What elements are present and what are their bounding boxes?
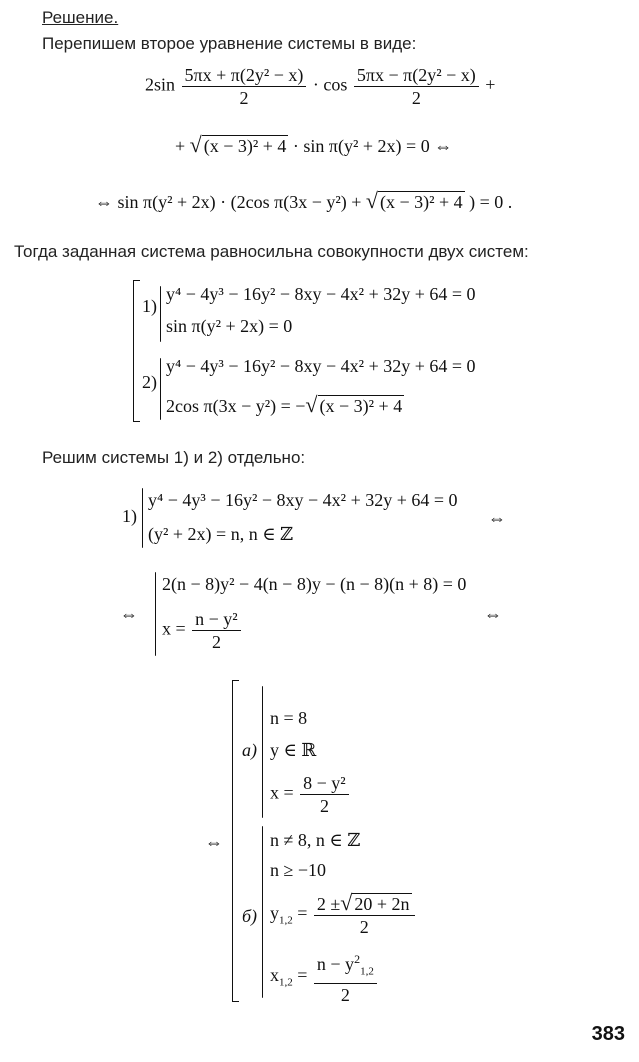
- eq1-fraction-1: [182, 64, 307, 109]
- sys3-bracket: [232, 680, 239, 1002]
- sys2-frac-denominator: 2: [211, 632, 221, 652]
- sys3-a-eq1: n = 8: [270, 708, 308, 728]
- eq1-frac1-denominator: 2: [239, 88, 249, 108]
- sys3-a-eq3: [270, 772, 351, 817]
- sqrt-icon: √: [365, 188, 378, 213]
- set-bracket: [133, 280, 140, 422]
- page-number: 383: [591, 1023, 625, 1045]
- sys3-b-eq3-eq: =: [292, 903, 308, 924]
- sentence-solve: Решим системы 1) и 2) отдельно:: [42, 448, 306, 467]
- sys2-eq2: [162, 608, 243, 653]
- sqrt-icon: √: [189, 132, 202, 157]
- equation-line-3: [95, 188, 512, 214]
- sys3-prefix: ⇔: [205, 832, 223, 852]
- sys3-b-eq4: [270, 948, 379, 1006]
- sys3-a-brace: [262, 686, 263, 818]
- set-s2-eq2: [166, 392, 404, 418]
- system-brace-2: [160, 358, 161, 420]
- equation-line-2: [175, 132, 452, 158]
- sys3-b-eq4-numerator: [314, 948, 377, 984]
- sys2-prefix: ⇔: [120, 604, 138, 624]
- eq1-line2-root: (x − 3)² + 4: [203, 136, 287, 156]
- set-s2-eq1: y⁴ − 4y³ − 16y² − 8xy − 4x² + 32y + 64 = 0: [166, 356, 476, 376]
- sys3-b-eq4-fraction: [314, 948, 377, 1006]
- eq1-line3-root: (x − 3)² + 4: [379, 192, 463, 212]
- sys3-a-frac-numerator: 8 − y²: [300, 772, 349, 795]
- eq1-fraction-2: [354, 64, 479, 109]
- set-s1-eq2: sin π(y² + 2x) = 0: [166, 316, 293, 336]
- sys1-brace: [142, 488, 143, 548]
- sys3-b-eq4-num-sup: 2: [354, 952, 361, 966]
- sqrt-icon: √: [305, 392, 318, 417]
- sys3-b-eq4-num-sub: 1,2: [360, 965, 374, 978]
- sys3-b-brace: [262, 826, 263, 998]
- sys3-b-eq3: [270, 892, 417, 938]
- eq1-frac2-denominator: 2: [411, 88, 421, 108]
- eq1-frac1-numerator: 5πx + π(2y² − x): [182, 64, 307, 87]
- set-s2-eq2-left: 2cos π(3x − y²) = −: [166, 396, 306, 416]
- eq1-line2-rest: · sin π(y² + 2x) = 0 ⇔: [292, 136, 453, 156]
- eq1-line2-prefix: +: [175, 136, 186, 156]
- set-label-1: 1): [142, 296, 157, 316]
- sys3-a-eq3-left: x =: [270, 782, 294, 803]
- sys3-a-fraction: [300, 772, 349, 817]
- section-heading: Решение.: [42, 8, 119, 27]
- sys2-eq2-left: x =: [162, 618, 186, 639]
- equation-line-1: [145, 64, 495, 109]
- eq1-line3-prefix: ⇔ sin π(y² + 2x) · (2cos π(3x − y²) +: [95, 192, 362, 212]
- sys3-b-eq1: n ≠ 8, n ∈ ℤ: [270, 830, 361, 850]
- sys3-b-eq3-num-a: 2 ±: [316, 894, 341, 914]
- sqrt-icon: √: [340, 890, 353, 915]
- sys3-a-eq2: y ∈ ℝ: [270, 740, 317, 760]
- sys1-label: 1): [122, 506, 137, 526]
- sys2-brace: [155, 572, 156, 656]
- system-brace-1: [160, 286, 161, 342]
- sys3-b-eq4-denominator: 2: [340, 984, 350, 1005]
- sys3-b-eq3-sub: 1,2: [279, 914, 293, 927]
- sys3-b-eq3-num-root: 20 + 2n: [354, 894, 410, 914]
- set-s2-eq2-root: (x − 3)² + 4: [319, 396, 403, 416]
- eq1-mid: · cos: [312, 74, 348, 95]
- intro-text: Перепишем второе уравнение системы в виде:: [42, 34, 417, 53]
- sys3-b-eq3-left: y: [270, 903, 279, 924]
- set-label-2: 2): [142, 372, 157, 392]
- sys1-eq1: y⁴ − 4y³ − 16y² − 8xy − 4x² + 32y + 64 = 0: [148, 490, 458, 510]
- sys3-a-frac-denominator: 2: [319, 796, 329, 816]
- set-s1-eq1: y⁴ − 4y³ − 16y² − 8xy − 4x² + 32y + 64 = 0: [166, 284, 476, 304]
- eq1-end: +: [485, 74, 496, 95]
- sys3-b-eq4-num-a: n − y: [316, 954, 355, 974]
- sys3-b-eq3-fraction: [314, 892, 415, 938]
- sys3-b-eq4-left: x: [270, 964, 279, 985]
- sys2-arrow: ⇔: [484, 604, 502, 624]
- eq1-prefix: 2sin: [145, 74, 176, 95]
- sys3-a-label: a): [242, 740, 257, 760]
- sys3-b-eq4-sub: 1,2: [279, 976, 293, 989]
- sys2-fraction: [192, 608, 241, 653]
- eq1-line3-end: ) = 0 .: [469, 192, 513, 212]
- sys1-eq2: (y² + 2x) = n, n ∈ ℤ: [148, 524, 294, 544]
- sys3-b-eq3-denominator: 2: [359, 917, 369, 937]
- sys3-b-eq4-eq: =: [292, 964, 308, 985]
- sys3-b-eq2: n ≥ −10: [270, 860, 327, 880]
- sys2-eq1: 2(n − 8)y² − 4(n − 8)y − (n − 8)(n + 8) = 0: [162, 574, 467, 594]
- sys3-b-eq3-numerator: [314, 892, 415, 916]
- sys3-b-label: б): [242, 906, 258, 926]
- sys1-arrow: ⇔: [488, 508, 506, 528]
- eq1-frac2-numerator: 5πx − π(2y² − x): [354, 64, 479, 87]
- sentence-systems: Тогда заданная система равносильна совокупности двух систем:: [14, 242, 529, 261]
- sys2-frac-numerator: n − y²: [192, 608, 241, 631]
